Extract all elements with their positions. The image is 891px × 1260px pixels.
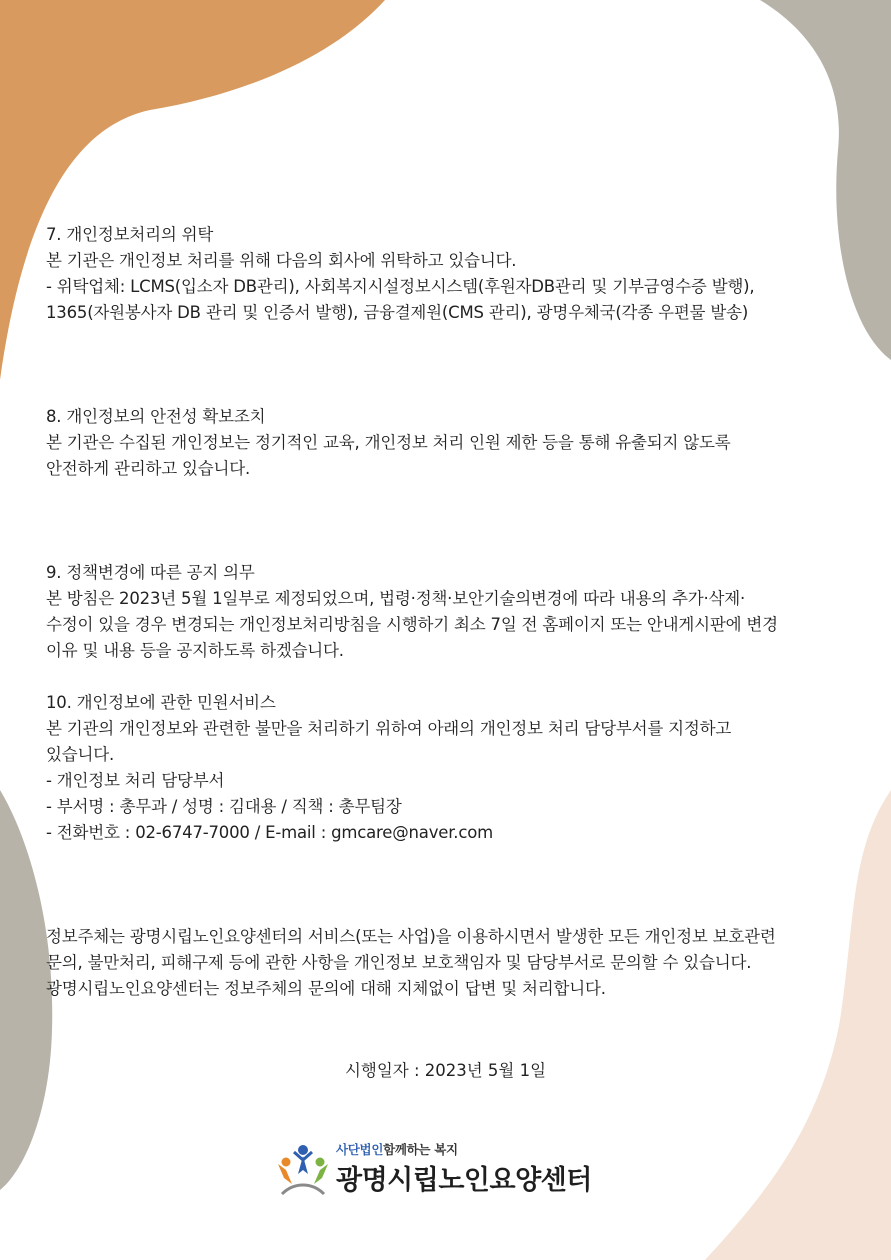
- section-line: 본 기관은 수집된 개인정보는 정기적인 교육, 개인정보 처리 인원 제한 등을 통해 유출되지 않도록: [46, 433, 731, 452]
- logo-sub-rest: 함께하는 복지: [383, 1142, 458, 1157]
- section-9: [46, 560, 846, 664]
- closing-line: 광명시립노인요양센터는 정보주체의 문의에 대해 지체없이 답변 및 처리합니다.: [46, 979, 606, 998]
- section-line: - 개인정보 처리 담당부서: [46, 771, 225, 790]
- closing-paragraph: [46, 924, 846, 1002]
- section-line: 본 기관의 개인정보와 관련한 불만을 처리하기 위하여 아래의 개인정보 처리 담당부서를 지정하고: [46, 719, 732, 738]
- section-line: - 전화번호 : 02-6747-7000 / E-mail : gmcare@naver.com: [46, 823, 493, 842]
- section-line: 있습니다.: [46, 745, 115, 764]
- section-7: [46, 222, 846, 326]
- closing-line: 문의, 불만처리, 피해구제 등에 관한 사항을 개인정보 보호책임자 및 담당부서로 문의할 수 있습니다.: [46, 953, 752, 972]
- section-10: [46, 690, 846, 846]
- section-title: 10. 개인정보에 관한 민원서비스: [46, 693, 276, 712]
- section-line: - 부서명 : 총무과 / 성명 : 김대용 / 직책 : 총무팀장: [46, 797, 402, 816]
- section-line: 수정이 있을 경우 변경되는 개인정보처리방침을 시행하기 최소 7일 전 홈페이지 또는 안내게시판에 변경: [46, 615, 778, 634]
- section-line: 본 방침은 2023년 5월 1일부로 제정되었으며, 법령·정책·보안기술의변경에 따라 내용의 추가·삭제·: [46, 589, 746, 608]
- section-line: 본 기관은 개인정보 처리를 위해 다음의 회사에 위탁하고 있습니다.: [46, 251, 517, 270]
- logo-subtitle: [336, 1140, 458, 1158]
- section-line: 이유 및 내용 등을 공지하도록 하겠습니다.: [46, 641, 344, 660]
- section-8: [46, 404, 846, 482]
- section-title: 9. 정책변경에 따른 공지 의무: [46, 563, 255, 582]
- policy-content: [46, 222, 846, 1002]
- effective-date: 시행일자 : 2023년 5월 1일: [344, 1061, 547, 1080]
- gray-blob-left: [0, 790, 52, 1190]
- logo-sub-prefix: 사단법인: [336, 1142, 384, 1157]
- logo-org-name: 광명시립노인요양센터: [336, 1165, 592, 1196]
- section-title: 7. 개인정보처리의 위탁: [46, 225, 214, 244]
- section-line: 1365(자원봉사자 DB 관리 및 인증서 발행), 금융결제원(CMS 관리), 광명우체국(각종 우편물 발송): [46, 303, 749, 322]
- section-title: 8. 개인정보의 안전성 확보조치: [46, 407, 266, 426]
- section-line: - 위탁업체: LCMS(입소자 DB관리), 사회복지시설정보시스템(후원자DB관리 및 기부금영수증 발행),: [46, 277, 755, 296]
- section-line: 안전하게 관리하고 있습니다.: [46, 459, 251, 478]
- closing-line: 정보주체는 광명시립노인요양센터의 서비스(또는 사업)을 이용하시면서 발생한 모든 개인정보 보호관련: [46, 927, 776, 946]
- organization-logo: [276, 1140, 616, 1200]
- people-figures-logo-icon: [276, 1142, 330, 1200]
